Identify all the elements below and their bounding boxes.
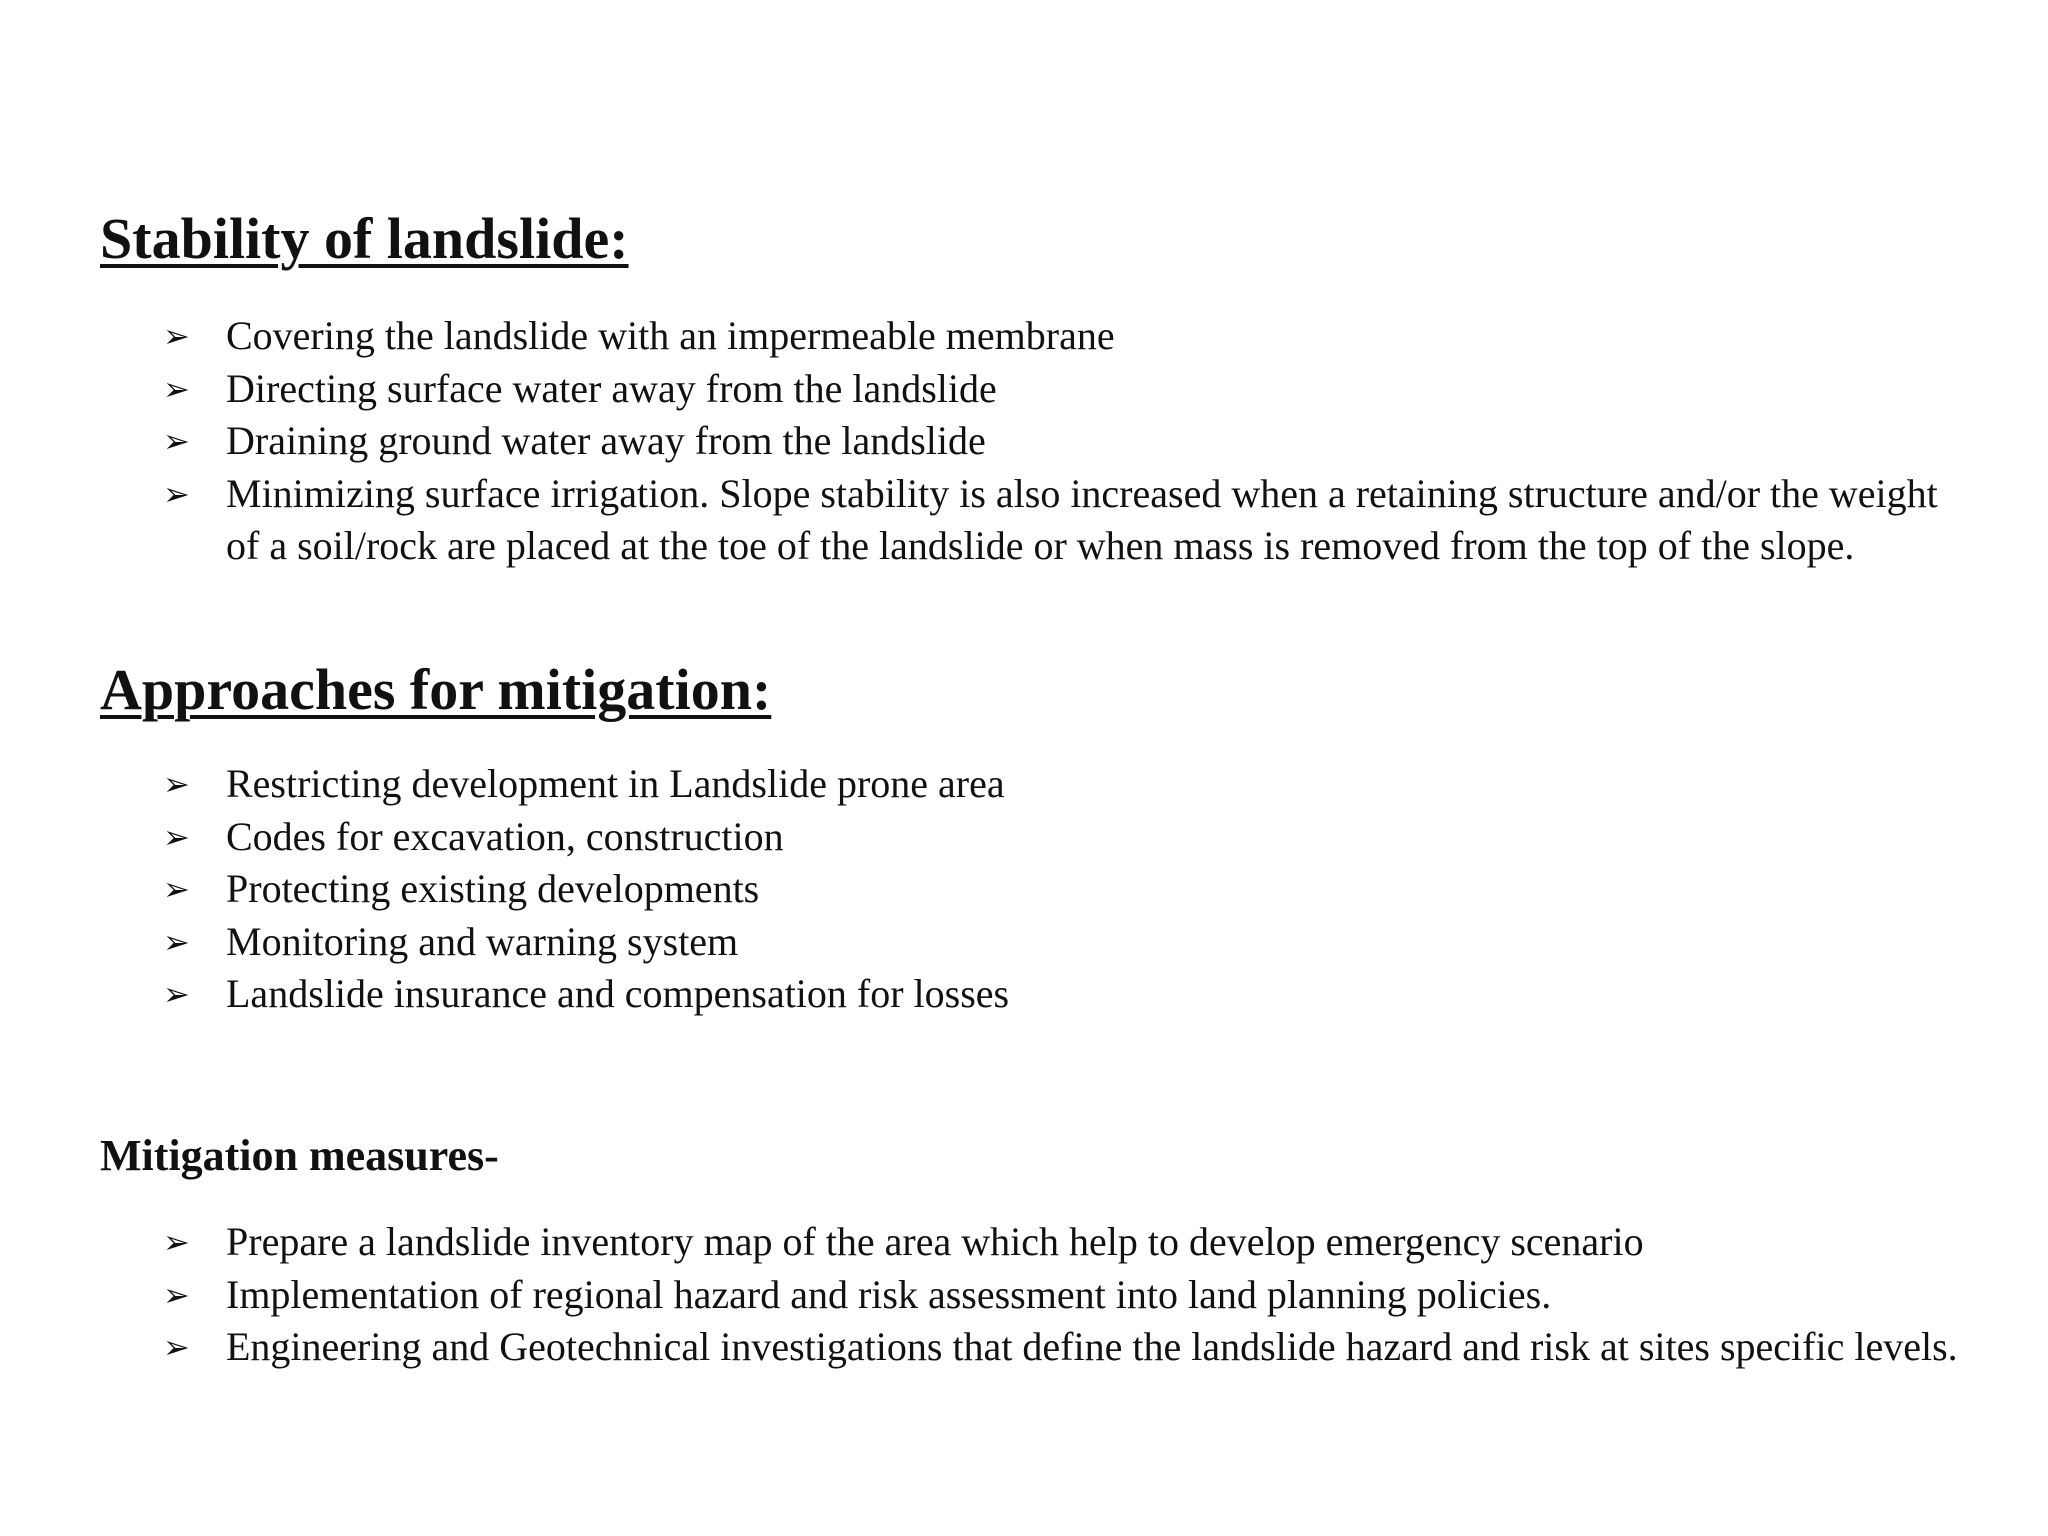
bullet-list-approaches <box>0 758 2048 1021</box>
list-item-text: Monitoring and warning system <box>226 918 739 964</box>
list-item <box>0 1216 2048 1269</box>
arrowhead-bullet-icon: ➢ <box>163 422 190 460</box>
list-item <box>0 1269 2048 1322</box>
list-item-text: Directing surface water away from the landslide <box>226 365 997 411</box>
section-heading-stability: Stability of landslide: <box>100 206 629 271</box>
arrowhead-bullet-icon: ➢ <box>163 1328 190 1366</box>
arrowhead-bullet-icon: ➢ <box>163 1275 190 1314</box>
arrowhead-bullet-icon: ➢ <box>163 922 190 961</box>
list-item-text: Landslide insurance and compensation for losses <box>226 971 1010 1016</box>
list-item-text: Restricting development in Landslide prone area <box>226 761 1005 806</box>
section-heading-approaches: Approaches for mitigation: <box>100 657 772 722</box>
section-heading-mitigation-measures: Mitigation measures- <box>100 1131 499 1180</box>
list-item <box>0 758 2048 811</box>
list-item <box>0 468 2048 573</box>
bullet-list-mitigation-measures <box>0 1216 2048 1374</box>
list-item-text: Prepare a landslide inventory map of the area which help to develop emergency scenario <box>226 1219 1644 1264</box>
arrowhead-bullet-icon: ➢ <box>163 369 190 408</box>
list-item-text: Engineering and Geotechnical investigations that define the landslide hazard and risk at sites specific levels. <box>226 1324 1958 1369</box>
list-item <box>0 310 2048 363</box>
arrowhead-bullet-icon: ➢ <box>163 317 190 355</box>
list-item-text: Minimizing surface irrigation. Slope stability is also increased when a retaining structure and/or the weight of a soil/rock are placed at the toe of the landslide or when mass is removed from the top of the slope. <box>226 470 1938 568</box>
list-item-text: Draining ground water away from the landslide <box>226 418 986 463</box>
arrowhead-bullet-icon: ➢ <box>163 474 190 513</box>
list-item <box>0 415 2048 468</box>
list-item-text: Codes for excavation, construction <box>226 813 784 859</box>
arrowhead-bullet-icon: ➢ <box>163 817 190 856</box>
arrowhead-bullet-icon: ➢ <box>163 1223 190 1261</box>
arrowhead-bullet-icon: ➢ <box>163 765 190 803</box>
list-item-text: Implementation of regional hazard and risk assessment into land planning policies. <box>226 1271 1552 1317</box>
list-item <box>0 363 2048 416</box>
list-item-text: Protecting existing developments <box>226 866 760 911</box>
list-item <box>0 1321 2048 1374</box>
list-item <box>0 916 2048 969</box>
list-item-text: Covering the landslide with an impermeable membrane <box>226 313 1115 358</box>
bullet-list-stability <box>0 310 2048 573</box>
list-item <box>0 811 2048 864</box>
arrowhead-bullet-icon: ➢ <box>163 870 190 908</box>
list-item <box>0 968 2048 1021</box>
arrowhead-bullet-icon: ➢ <box>163 975 190 1013</box>
list-item <box>0 863 2048 916</box>
